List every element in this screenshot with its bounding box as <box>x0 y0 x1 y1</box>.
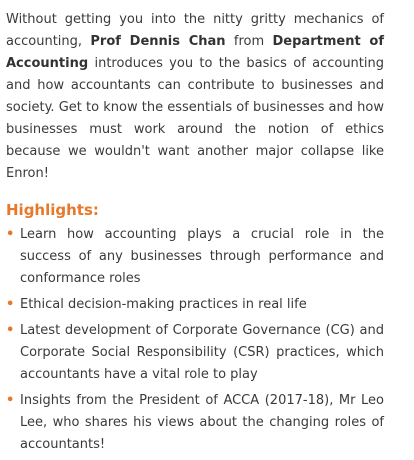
highlights-heading: Highlights: <box>6 201 99 219</box>
highlight-text: Learn how accounting plays a crucial role in the success of any businesses through performance and conformance roles <box>20 227 384 286</box>
article-content <box>6 9 384 460</box>
intro-text-1: Without getting you into the nitty gritty mechanics of accounting, <box>6 12 384 49</box>
highlight-item <box>6 390 384 456</box>
intro-text-3: introduces you to the basics of accounting and how accountants can contribute to businesses and society. Get to know the essentials of businesses and how businesses must work around the notion of ethics because we wouldn't want another major collapse like Enron! <box>6 56 384 181</box>
intro-text-2: from <box>225 34 273 49</box>
highlight-text: Insights from the President of ACCA (2017-18), Mr Leo Lee, who shares his views about the changing roles of accountants! <box>20 393 384 452</box>
highlight-item <box>6 320 384 386</box>
bullet-icon: • <box>6 393 15 408</box>
highlight-text: Ethical decision-making practices in real life <box>20 297 307 312</box>
highlight-item <box>6 224 384 290</box>
highlight-item <box>6 294 384 316</box>
bullet-icon: • <box>6 227 15 242</box>
highlight-text: Latest development of Corporate Governance (CG) and Corporate Social Responsibility (CSR) practices, which accountants have a vital role to play <box>20 323 384 382</box>
highlights-list <box>6 224 384 456</box>
bullet-icon: • <box>6 323 15 338</box>
intro-paragraph <box>6 9 384 185</box>
bullet-icon: • <box>6 297 15 312</box>
speaker-name: Prof Dennis Chan <box>90 34 226 49</box>
department-name: Department of Accounting <box>6 34 384 71</box>
